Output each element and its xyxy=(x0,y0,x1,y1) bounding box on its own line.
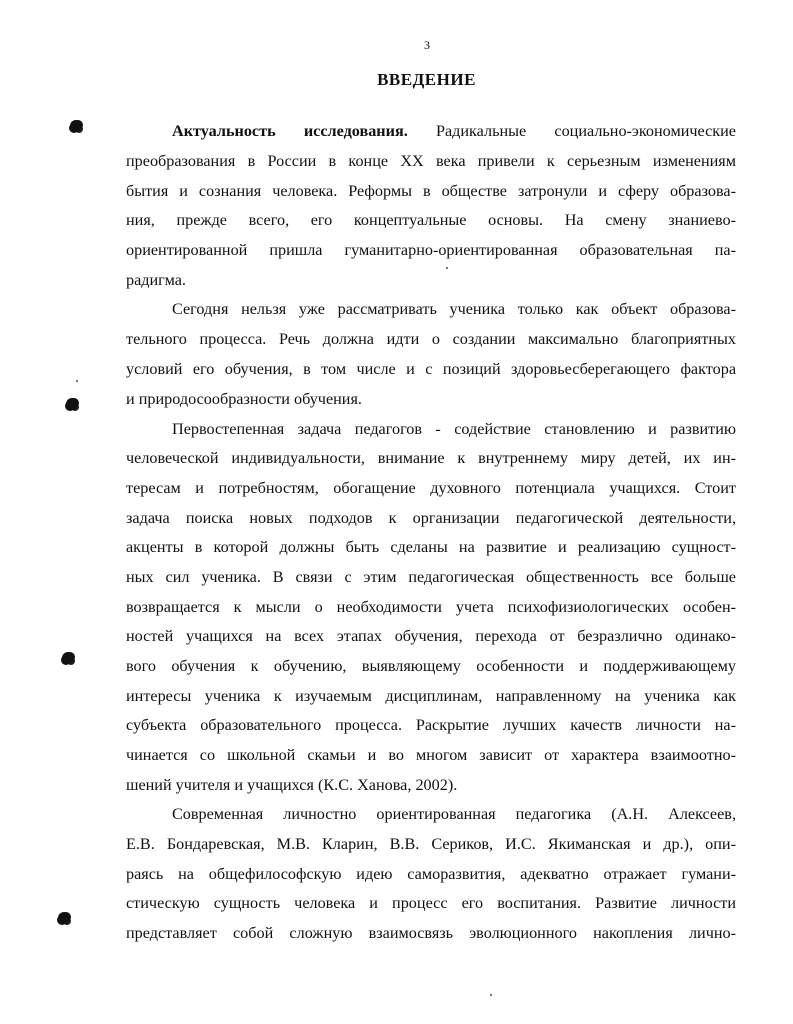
paragraph-line: Первостепенная задача педагогов - содействие становлению и развитию xyxy=(172,420,736,438)
punch-hole-mark xyxy=(70,120,82,132)
paragraph-line: акценты в которой должны быть сделаны на развитие и реализацию сущност- xyxy=(126,538,736,556)
page-title: ВВЕДЕНИЕ xyxy=(377,70,476,89)
punch-hole-mark xyxy=(62,652,74,664)
paragraph-line: ориентированной пришла гуманитарно-ориентированная образовательная па- xyxy=(126,241,736,259)
paragraph-line: ностей учащихся на всех этапах обучения, перехода от безразлично одинако- xyxy=(126,627,736,645)
paragraph-line: возвращается к мысли о необходимости учета психофизиологических особен- xyxy=(126,598,736,616)
paragraph-line: интересы ученика к изучаемым дисциплинам, направленному на ученика как xyxy=(126,687,736,705)
paragraph-line: Современная личностно ориентированная педагогика (А.Н. Алексеев, xyxy=(172,805,736,823)
paragraph-line: задача поиска новых подходов к организации педагогической деятельности, xyxy=(126,509,736,527)
scan-speck xyxy=(446,267,448,269)
paragraph-line: условий его обучения, в том числе и с позиций здоровьесберегающего фактора xyxy=(126,360,736,378)
paragraph-line: шений учителя и учащихся (К.С. Ханова, 2002). xyxy=(126,776,458,794)
paragraph-lead: Актуальность исследования. xyxy=(172,122,408,140)
paragraph-line-text: Радикальные социально-экономические xyxy=(407,122,736,140)
paragraph-line: Сегодня нельзя уже рассматривать ученика только как объект образова- xyxy=(172,300,736,318)
paragraph-line xyxy=(172,121,736,141)
paragraph-line: стическую сущность человека и процесс его воспитания. Развитие личности xyxy=(126,894,736,912)
paragraph-line: чинается со школьной скамьи и во многом зависит от характера взаимоотно- xyxy=(126,746,736,764)
punch-hole-mark xyxy=(66,398,78,410)
paragraph-line: субъекта образовательного процесса. Раскрытие лучших качеств личности на- xyxy=(126,716,736,734)
paragraph-line: преобразования в России в конце XX века привели к серьезным изменениям xyxy=(126,152,736,170)
paragraph-line: представляет собой сложную взаимосвязь эволюционного накопления лично- xyxy=(126,924,736,942)
paragraph-line: радигма. xyxy=(126,271,186,289)
paragraph-line: Е.В. Бондаревская, М.В. Кларин, В.В. Сериков, И.С. Якиманская и др.), опи- xyxy=(126,835,736,853)
paragraph-line: ния, прежде всего, его концептуальные основы. На смену знаниево- xyxy=(126,211,736,229)
paragraph-line: вого обучения к обучению, выявляющему особенности и поддерживающему xyxy=(126,657,736,675)
scan-speck xyxy=(490,994,492,996)
page-number: 3 xyxy=(424,38,430,52)
paragraph-line: ных сил ученика. В связи с этим педагогическая общественность все больше xyxy=(126,568,736,586)
paragraph-line: бытия и сознания человека. Реформы в обществе затронули и сферу образова- xyxy=(126,182,736,200)
paragraph-line: раясь на общефилософскую идею саморазвития, адекватно отражает гумани- xyxy=(126,865,736,883)
paragraph-line: человеческой индивидуальности, внимание к внутреннему миру детей, их ин- xyxy=(126,449,736,467)
paragraph-line: тельного процесса. Речь должна идти о создании максимально благоприятных xyxy=(126,330,736,348)
scan-speck xyxy=(76,380,78,382)
paragraph-line: и природосообразности обучения. xyxy=(126,390,362,408)
punch-hole-mark xyxy=(58,912,70,924)
paragraph-line: тересам и потребностям, обогащение духовного потенциала учащихся. Стоит xyxy=(126,479,736,497)
